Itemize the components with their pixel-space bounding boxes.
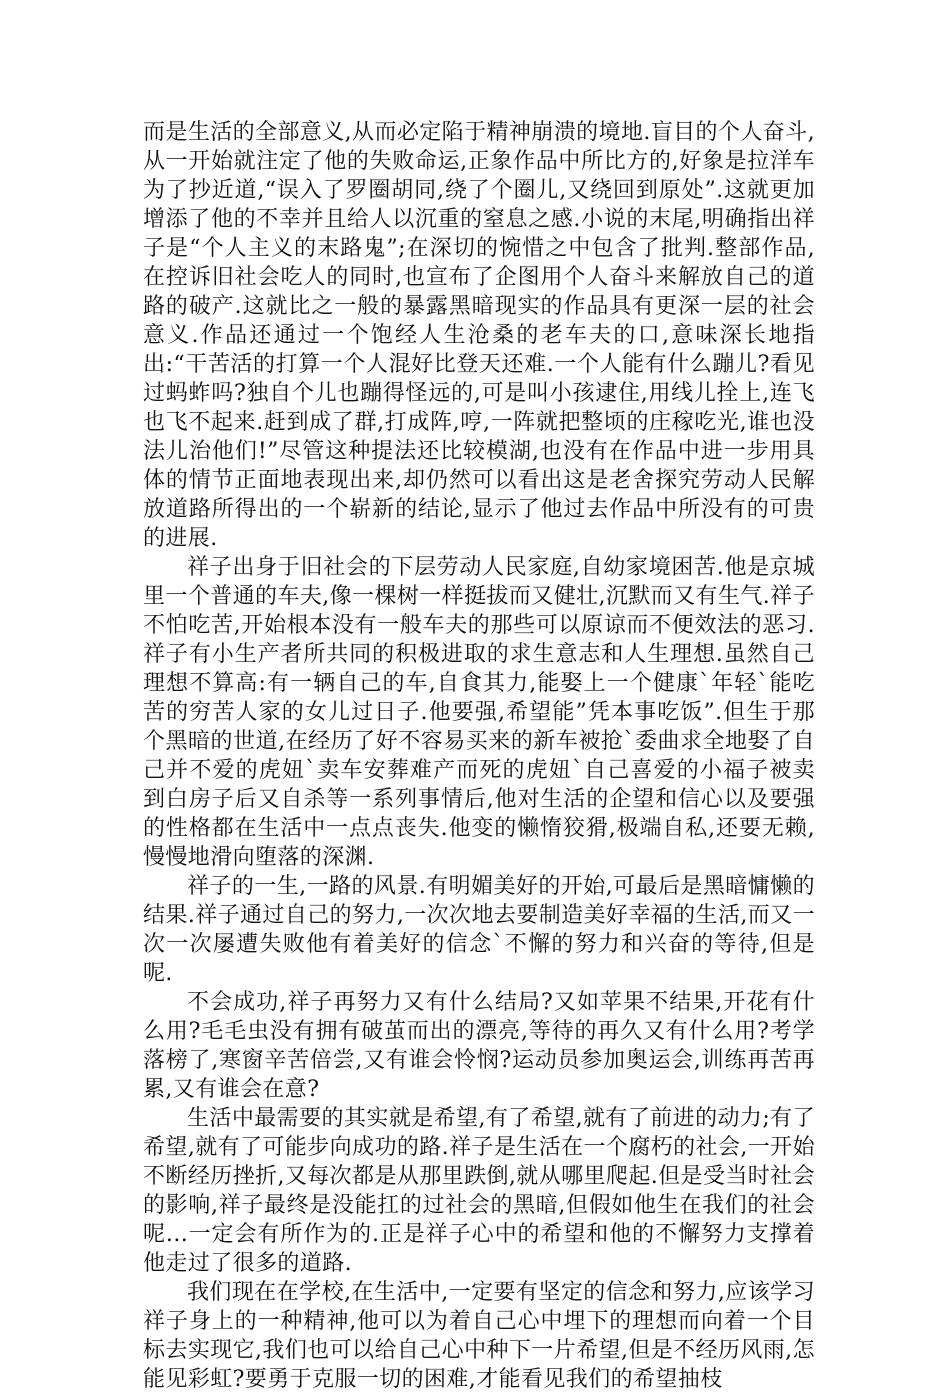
paragraph-5: 生活中最需要的其实就是希望,有了希望,就有了前进的动力;有了希望,就有了可能步向成功的路.祥子是生活在一个腐朽的社会,一开始不断经历挫折,又每次都是从那里跌倒,就从哪里爬起.但是受当时社会的影响,祥子最终是没能扛的过社会的黑暗,但假如他生在我们的社会呢...一定会有所作为的.正是祥子心中的希望和他的不懈努力支撑着他走过了很多的道路. [143, 1106, 815, 1276]
paragraph-4: 不会成功,祥子再努力又有什么结局?又如苹果不结果,开花有什么用?毛毛虫没有拥有破茧而出的漂亮,等待的再久又有什么用?考学落榜了,寒窗辛苦倍尝,又有谁会怜悯?运动员参加奥运会,训练再苦再累,又有谁会在意? [143, 990, 815, 1102]
paragraph-3: 祥子的一生,一路的风景.有明媚美好的开始,可最后是黑暗慵懒的结果.祥子通过自己的努力,一次次地去要制造美好幸福的生活,而又一次一次屡遭失败他有着美好的信念`不懈的努力和兴奋的等待,但是呢. [143, 874, 815, 986]
document-page [143, 118, 815, 1394]
paragraph-2: 祥子出身于旧社会的下层劳动人民家庭,自幼家境困苦.他是京城里一个普通的车夫,像一棵树一样挺拔而又健壮,沉默而又有生气.祥子不怕吃苦,开始根本没有一般车夫的那些可以原谅而不便效法的恶习.祥子有小生产者所共同的积极进取的求生意志和人生理想.虽然自己理想不算高:有一辆自己的车,自食其力,能娶上一个健康`年轻`能吃苦的穷苦人家的女儿过日子.他要强,希望能”凭本事吃饭”.但生于那个黑暗的世道,在经历了好不容易买来的新车被抢`委曲求全地娶了自己并不爱的虎妞`卖车安葬难产而死的虎妞`自己喜爱的小福子被卖到白房子后又自杀等一系列事情后,他对生活的企望和信心以及要强的性格都在生活中一点点丧失.他变的懒惰狡猾,极端自私,还要无赖,慢慢地滑向堕落的深渊. [143, 555, 815, 870]
paragraph-1: 而是生活的全部意义,从而必定陷于精神崩溃的境地.盲目的个人奋斗,从一开始就注定了他的失败命运,正象作品中所比方的,好象是拉洋车为了抄近道,“误入了罗圈胡同,绕了个圈儿,又绕回到原处”.这就更加增添了他的不幸并且给人以沉重的窒息之感.小说的末尾,明确指出祥子是“个人主义的末路鬼”;在深切的惋惜之中包含了批判.整部作品,在控诉旧社会吃人的同时,也宣布了企图用个人奋斗来解放自己的道路的破产.这就比之一般的暴露黑暗现实的作品具有更深一层的社会意义.作品还通过一个饱经人生沧桑的老车夫的口,意味深长地指出:“干苦活的打算一个人混好比登天还难.一个人能有什么蹦儿?看见过蚂蚱吗?独自个儿也蹦得怪远的,可是叫小孩逮住,用线儿拴上,连飞也飞不起来.赶到成了群,打成阵,哼,一阵就把整顷的庄稼吃光,谁也没法儿治他们!”尽管这种提法还比较模湖,也没有在作品中进一步用具体的情节正面地表现出来,却仍然可以看出这是老舍探究劳动人民解放道路所得出的一个崭新的结论,显示了他过去作品中所没有的可贵的进展. [143, 120, 815, 551]
paragraph-6: 我们现在在学校,在生活中,一定要有坚定的信念和努力,应该学习祥子身上的一种精神,他可以为着自己心中埋下的理想而向着一个目标去实现它,我们也可以给自己心中种下一片希望,但是不经历风雨,怎能见彩虹?要勇于克服一切的困难,才能看见我们的希望抽枝 [143, 1280, 815, 1392]
